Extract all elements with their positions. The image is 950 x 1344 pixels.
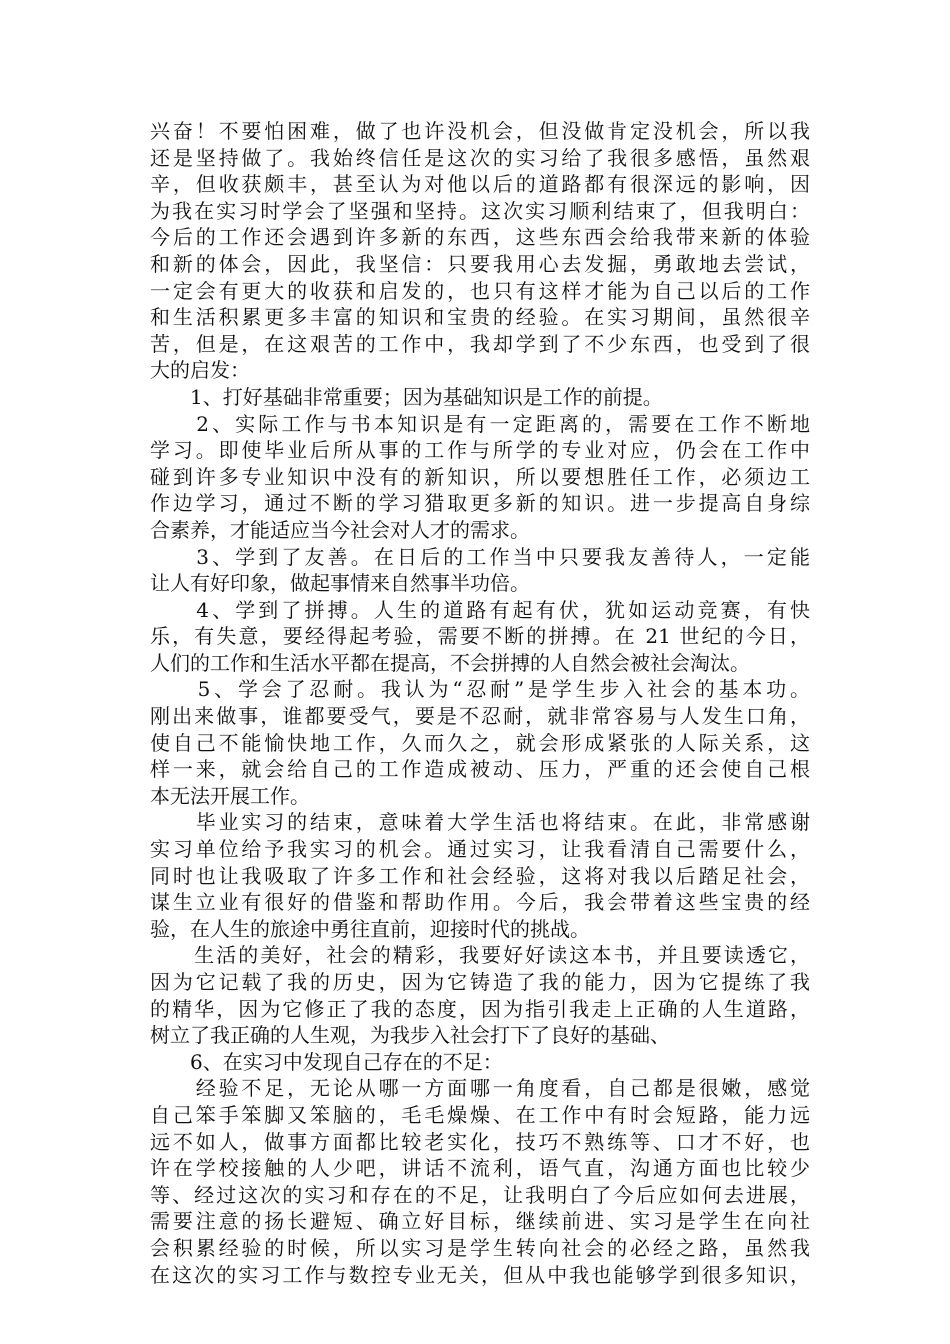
text-line: 毕业实习的结束，意味着大学生活也将结束。在此，非常感谢: [150, 810, 810, 835]
text-line: 刚出来做事，谁都要受气，要是不忍耐，就非常容易与人发生口角，: [150, 704, 810, 729]
text-line: 在这次的实习工作与数控专业无关，但从中我也能够学到很多知识，: [150, 1262, 810, 1287]
text-line: 学习。即使毕业后所从事的工作与所学的专业对应，仍会在工作中: [150, 438, 810, 463]
text-line: 乐，有失意，要经得起考验，需要不断的拼搏。在 21 世纪的今日，: [150, 624, 810, 649]
text-line: 的精华，因为它修正了我的态度，因为指引我走上正确的人生道路，: [150, 996, 810, 1021]
text-line: 经验不足，无论从哪一方面哪一角度看，自己都是很嫩，感觉: [150, 1076, 810, 1101]
text-line: 远不如人，做事方面都比较老实化，技巧不熟练等、口才不好，也: [150, 1129, 810, 1154]
text-line: 自己笨手笨脚又笨脑的，毛毛燥燥、在工作中有时会短路，能力远: [150, 1102, 810, 1127]
text-line: 生活的美好，社会的精彩，我要好好读这本书，并且要读透它，: [150, 943, 810, 968]
text-line: 为我在实习时学会了坚强和坚持。这次实习顺利结束了，但我明白：: [150, 198, 810, 223]
text-line: 还是坚持做了。我始终信任是这次的实习给了我很多感悟，虽然艰: [150, 145, 810, 170]
text-line: 4、学到了拼搏。人生的道路有起有伏，犹如运动竞赛，有快: [150, 597, 810, 622]
text-line: 苦，但是，在这艰苦的工作中，我却学到了不少东西，也受到了很: [150, 331, 810, 356]
text-line: 6、在实习中发现自己存在的不足：: [150, 1049, 503, 1074]
body-text: [150, 118, 810, 1288]
text-line: 使自己不能愉快地工作，久而久之，就会形成紧张的人际关系，这: [150, 730, 810, 755]
text-line: 合素养，才能适应当今社会对人才的需求。: [150, 517, 530, 542]
text-line: 谋生立业有很好的借鉴和帮助作用。今后，我会带着这些宝贵的经: [150, 890, 810, 915]
text-line: 2、实际工作与书本知识是有一定距离的，需要在工作不断地: [150, 411, 810, 436]
text-line: 5、学会了忍耐。我认为“忍耐”是学生步入社会的基本功。: [150, 677, 810, 702]
text-line: 需要注意的扬长避短、确立好目标，继续前进、实习是学生在向社: [150, 1209, 810, 1234]
text-line: 验，在人生的旅途中勇往直前，迎接时代的挑战。: [150, 916, 590, 941]
text-line: 作边学习，通过不断的学习猎取更多新的知识。进一步提高自身综: [150, 491, 810, 516]
text-line: 1、打好基础非常重要；因为基础知识是工作的前提。: [150, 384, 663, 409]
text-line: 同时也让我吸取了许多工作和社会经验，这将对我以后踏足社会，: [150, 863, 810, 888]
text-line: 等、经过这次的实习和存在的不足，让我明白了今后应如何去进展，: [150, 1182, 810, 1207]
text-line: 今后的工作还会遇到许多新的东西，这些东西会给我带来新的体验: [150, 225, 810, 250]
text-line: 兴奋！不要怕困难，做了也许没机会，但没做肯定没机会，所以我: [150, 119, 810, 143]
text-line: 样一来，就会给自己的工作造成被动、压力，严重的还会使自己根: [150, 757, 810, 782]
text-line: 辛，但收获颇丰，甚至认为对他以后的道路都有很深远的影响，因: [150, 172, 810, 197]
text-line: 大的启发：: [150, 358, 250, 383]
text-line: 许在学校接触的人少吧，讲话不流利，语气直，沟通方面也比较少: [150, 1156, 810, 1181]
text-line: 让人有好印象，做起事情来自然事半功倍。: [150, 571, 530, 596]
text-line: 树立了我正确的人生观，为我步入社会打下了良好的基础、: [150, 1023, 670, 1048]
text-line: 本无法开展工作。: [150, 783, 310, 808]
text-line: 人们的工作和生活水平都在提高，不会拼搏的人自然会被社会淘汰。: [150, 650, 750, 675]
text-line: 一定会有更大的收获和启发的，也只有这样才能为自己以后的工作: [150, 278, 810, 303]
text-line: 和生活积累更多丰富的知识和宝贵的经验。在实习期间，虽然很辛: [150, 305, 810, 330]
text-line: 和新的体会，因此，我坚信：只要我用心去发掘，勇敢地去尝试，: [150, 251, 810, 276]
text-line: 会积累经验的时候，所以实习是学生转向社会的必经之路，虽然我: [150, 1235, 810, 1260]
text-line: 实习单位给予我实习的机会。通过实习，让我看清自己需要什么，: [150, 837, 810, 862]
text-line: 因为它记载了我的历史，因为它铸造了我的能力，因为它提练了我: [150, 970, 810, 994]
text-line: 3、学到了友善。在日后的工作当中只要我友善待人，一定能: [150, 544, 810, 569]
text-line: 碰到许多专业知识中没有的新知识，所以要想胜任工作，必须边工: [150, 464, 810, 489]
